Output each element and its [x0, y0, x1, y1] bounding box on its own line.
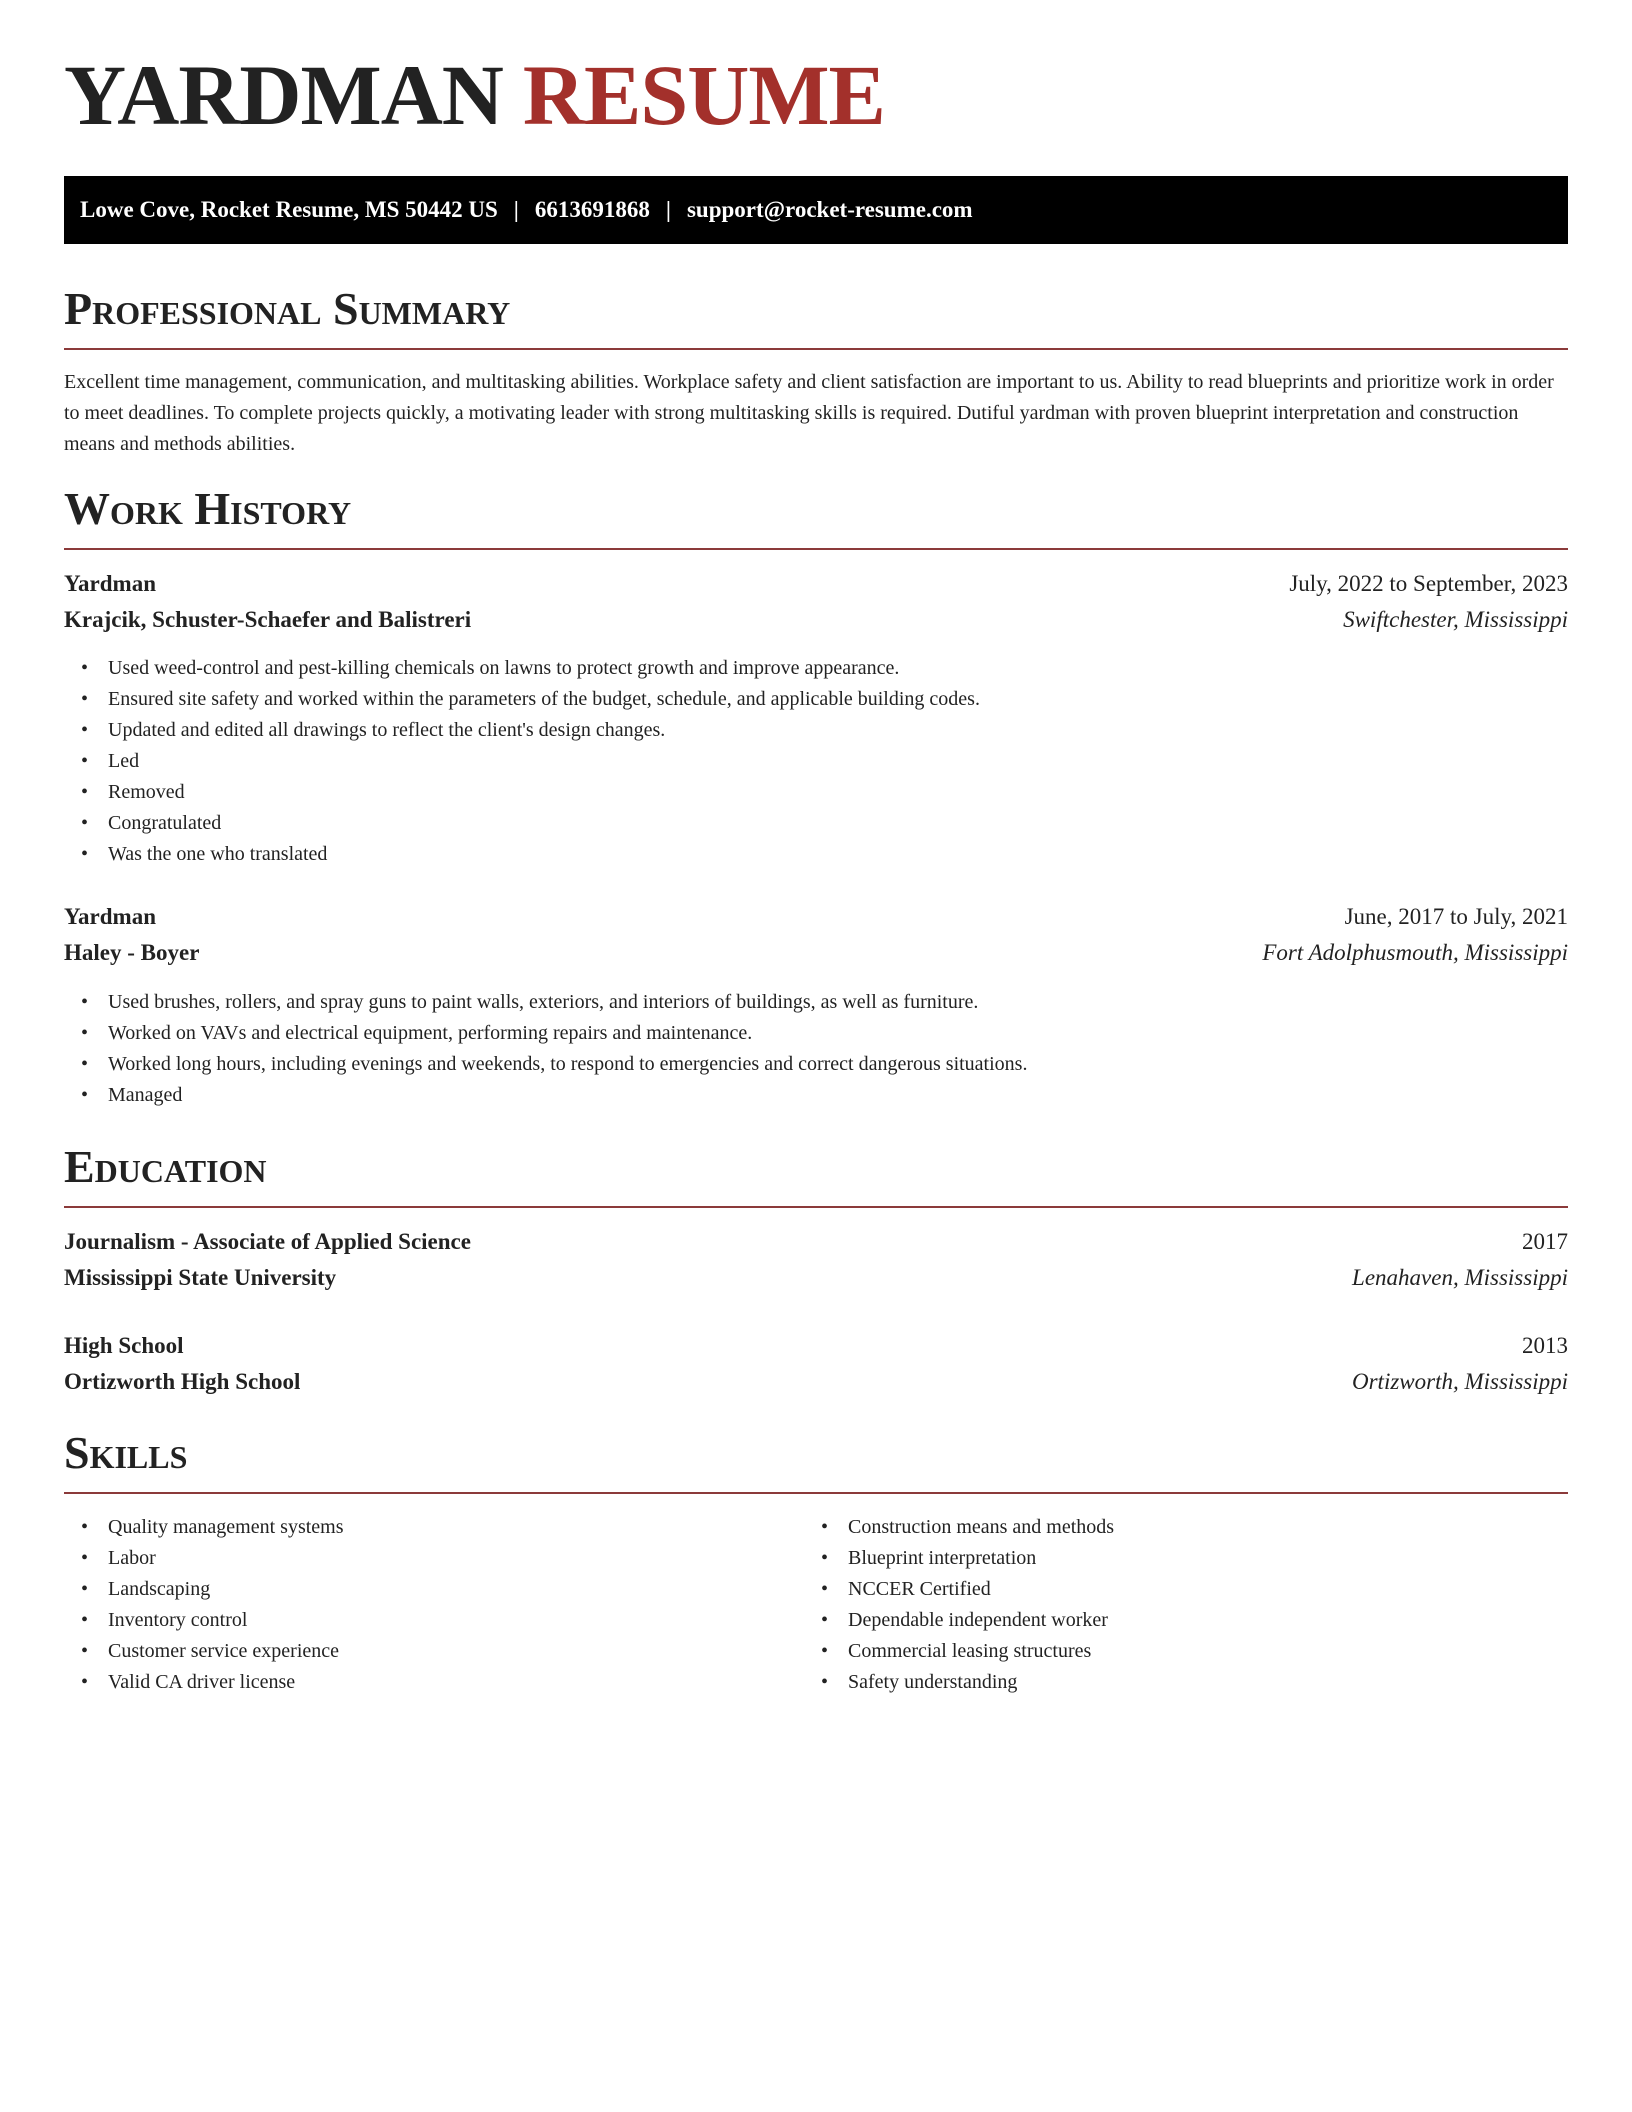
job-company-row — [64, 940, 1568, 972]
job-role: Yardman — [64, 571, 157, 596]
section-title-skills: Skills — [64, 1427, 188, 1478]
list-item: • Commercial leasing structures — [804, 1636, 1114, 1667]
list-item: • Dependable independent worker — [804, 1605, 1114, 1636]
list-item: • Inventory control — [64, 1605, 344, 1636]
list-item: • Updated and edited all drawings to reflect the client's design changes. — [64, 715, 980, 746]
contact-address: Lowe Cove, Rocket Resume, MS 50442 US — [80, 197, 498, 222]
contact-separator: | — [513, 197, 519, 222]
section-title-education: Education — [64, 1141, 267, 1192]
skills-list-left — [64, 1512, 344, 1698]
list-item: • Landscaping — [64, 1574, 344, 1605]
education-school: Ortizworth High School — [64, 1369, 301, 1394]
list-item: • Valid CA driver license — [64, 1667, 344, 1698]
job-dates: July, 2022 to September, 2023 — [1289, 571, 1568, 596]
list-item: • Used weed-control and pest-killing chemicals on lawns to protect growth and improve appearance. — [64, 653, 980, 684]
list-item: • Removed — [64, 777, 980, 808]
education-degree: Journalism - Associate of Applied Science — [64, 1229, 471, 1254]
section-title-summary: Professional Summary — [64, 283, 511, 334]
list-item: • Customer service experience — [64, 1636, 344, 1667]
contact-separator: | — [665, 197, 671, 222]
title-first-word: YARDMAN — [64, 47, 503, 143]
list-item: • Ensured site safety and worked within the parameters of the budget, schedule, and applicable building codes. — [64, 684, 980, 715]
summary-text: Excellent time management, communication, and multitasking abilities. Workplace safety and client satisfaction are important to us. Ability to read blueprints and prioritize work in order to meet deadlines. To complete projects quickly, a motivating leader with strong multitasking skills is required. Dutiful yardman with proven blueprint interpretation and construction means and methods abilities. — [64, 371, 1554, 455]
list-item: • Worked on VAVs and electrical equipment, performing repairs and maintenance. — [64, 1018, 1027, 1049]
list-item: • NCCER Certified — [804, 1574, 1114, 1605]
skills-list-right — [804, 1512, 1114, 1698]
section-divider — [64, 1492, 1568, 1494]
education-school-row — [64, 1265, 1568, 1297]
job-company: Haley - Boyer — [64, 940, 200, 965]
contact-email: support@rocket-resume.com — [686, 197, 973, 222]
education-location: Ortizworth, Mississippi — [1352, 1369, 1568, 1394]
job-role: Yardman — [64, 904, 157, 929]
list-item: • Blueprint interpretation — [804, 1543, 1114, 1574]
education-school-row — [64, 1369, 1568, 1401]
section-divider — [64, 1206, 1568, 1208]
job-company: Krajcik, Schuster-Schaefer and Balistreri — [64, 607, 472, 632]
list-item: • Congratulated — [64, 808, 980, 839]
job-dates: June, 2017 to July, 2021 — [1344, 904, 1568, 929]
list-item: • Was the one who translated — [64, 839, 980, 870]
job-company-row — [64, 607, 1568, 639]
job-location: Swiftchester, Mississippi — [1343, 607, 1568, 632]
education-degree: High School — [64, 1333, 184, 1358]
contact-bar — [64, 176, 1568, 244]
job-header-row — [64, 904, 1568, 936]
section-divider — [64, 548, 1568, 550]
list-item: • Used brushes, rollers, and spray guns to paint walls, exteriors, and interiors of buildings, as well as furniture. — [64, 987, 1027, 1018]
education-location: Lenahaven, Mississippi — [1352, 1265, 1568, 1290]
list-item: • Safety understanding — [804, 1667, 1114, 1698]
job-duties-list — [64, 987, 1027, 1111]
list-item: • Labor — [64, 1543, 344, 1574]
section-title-work-history: Work History — [64, 483, 352, 534]
resume-title — [64, 47, 885, 143]
section-divider — [64, 348, 1568, 350]
list-item: • Quality management systems — [64, 1512, 344, 1543]
job-duties-list — [64, 653, 980, 870]
title-second-word: RESUME — [522, 47, 885, 143]
job-header-row — [64, 571, 1568, 603]
list-item: • Worked long hours, including evenings and weekends, to respond to emergencies and correct dangerous situations. — [64, 1049, 1027, 1080]
list-item: • Construction means and methods — [804, 1512, 1114, 1543]
education-year: 2013 — [1522, 1333, 1568, 1358]
list-item: • Led — [64, 746, 980, 777]
education-year: 2017 — [1522, 1229, 1568, 1254]
contact-phone: 6613691868 — [534, 197, 650, 222]
list-item: • Managed — [64, 1080, 1027, 1111]
education-school: Mississippi State University — [64, 1265, 337, 1290]
education-header-row — [64, 1229, 1568, 1261]
job-location: Fort Adolphusmouth, Mississippi — [1262, 940, 1568, 965]
education-header-row — [64, 1333, 1568, 1365]
